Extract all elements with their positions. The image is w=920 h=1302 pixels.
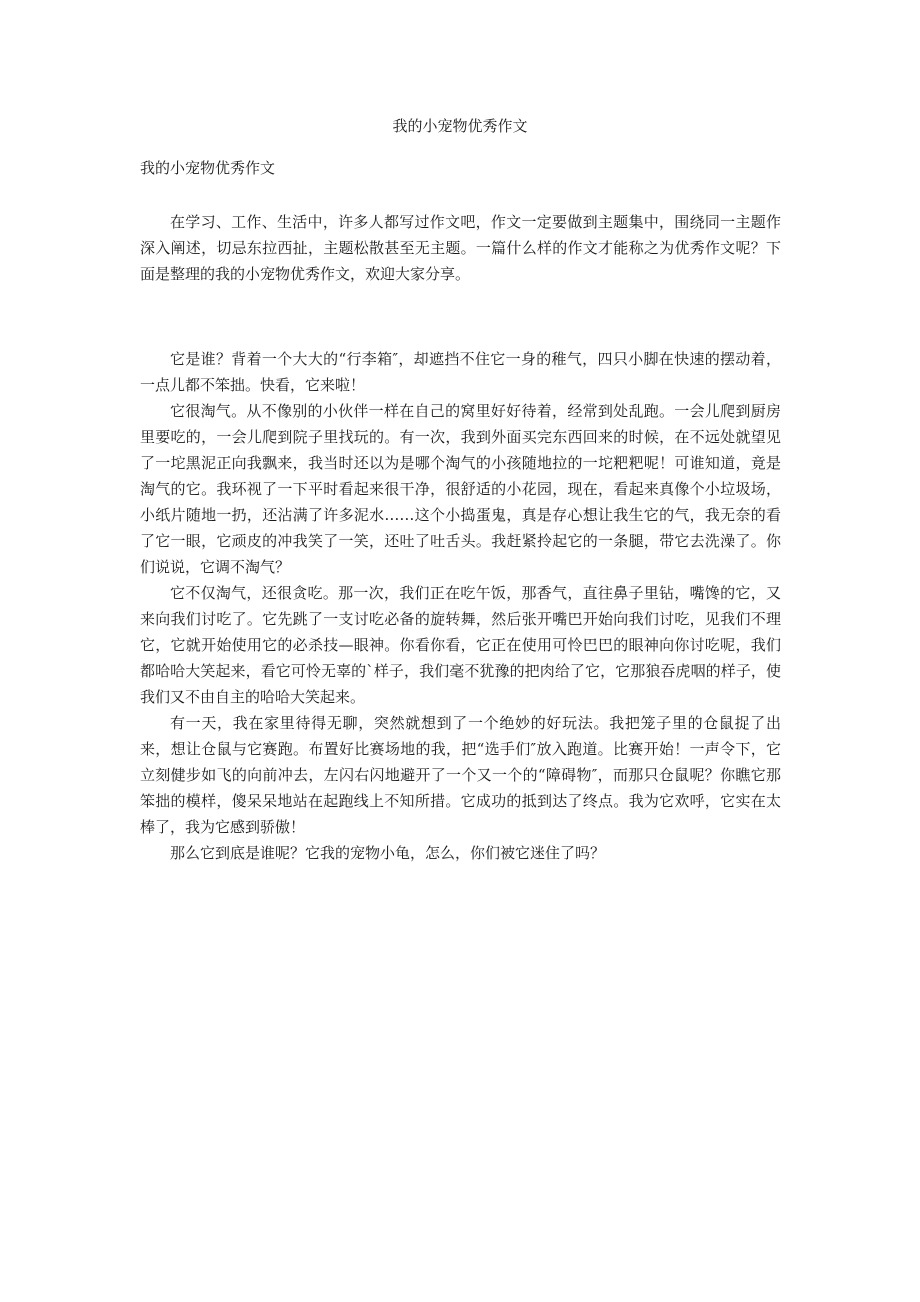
intro-section [140, 209, 781, 287]
intro-paragraph: 在学习、工作、生活中，许多人都写过作文吧，作文一定要做到主题集中，围绕同一主题作深入阐述，切忌东拉西扯，主题松散甚至无主题。一篇什么样的作文才能称之为优秀作文呢？下面是整理的我的小宠物优秀作文，欢迎大家分享。 [140, 213, 781, 283]
story-section [140, 346, 781, 866]
document-subtitle: 我的小宠物优秀作文 [140, 159, 276, 177]
story-paragraph-5: 那么它到底是谁呢？它我的宠物小龟，怎么，你们被它迷住了吗？ [170, 844, 606, 862]
story-paragraph-2: 它很淘气。从不像别的小伙伴一样在自己的窝里好好待着，经常到处乱跑。一会儿爬到厨房里要吃的，一会儿爬到院子里找玩的。有一次，我到外面买完东西回来的时候，在不远处就望见了一坨黑泥正向我飘来，我当时还以为是哪个淘气的小孩随地拉的一坨粑粑呢！可谁知道，竟是淘气的它。我环视了一下平时看起来很干净，很舒适的小花园，现在，看起来真像个小垃圾场，小纸片随地一扔，还沾满了许多泥水……这个小捣蛋鬼，真是存心想让我生它的气，我无奈的看了它一眼，它顽皮的冲我笑了一笑，还吐了吐舌头。我赶紧拎起它的一条腿，带它去洗澡了。你们说说，它调不淘气？ [140, 402, 781, 576]
story-paragraph-1: 它是谁？背着一个大大的“行李箱″，却遮挡不住它一身的稚气，四只小脚在快速的摆动着，一点儿都不笨拙。快看，它来啦！ [140, 350, 781, 394]
story-paragraph-3: 它不仅淘气，还很贪吃。那一次，我们正在吃午饭，那香气，直往鼻子里钻，嘴馋的它，又来向我们讨吃了。它先跳了一支讨吃必备的旋转舞，然后张开嘴巴开始向我们讨吃，见我们不理它，它就开始使用它的必杀技—眼神。你看你看，它正在使用可怜巴巴的眼神向你讨吃呢，我们都哈哈大笑起来，看它可怜无辜的`样子，我们毫不犹豫的把肉给了它，它那狼吞虎咽的样子，使我们又不由自主的哈哈大笑起来。 [140, 584, 781, 706]
document-title: 我的小宠物优秀作文 [392, 117, 528, 135]
story-paragraph-4: 有一天，我在家里待得无聊，突然就想到了一个绝妙的好玩法。我把笼子里的仓鼠捉了出来，想让仓鼠与它赛跑。布置好比赛场地的我，把“选手们″放入跑道。比赛开始！一声令下，它立刻健步如飞的向前冲去，左闪右闪地避开了一个又一个的“障碍物″，而那只仓鼠呢？你瞧它那笨拙的模样，傻呆呆地站在起跑线上不知所措。它成功的抵到达了终点。我为它欢呼，它实在太棒了，我为它感到骄傲！ [140, 714, 781, 836]
